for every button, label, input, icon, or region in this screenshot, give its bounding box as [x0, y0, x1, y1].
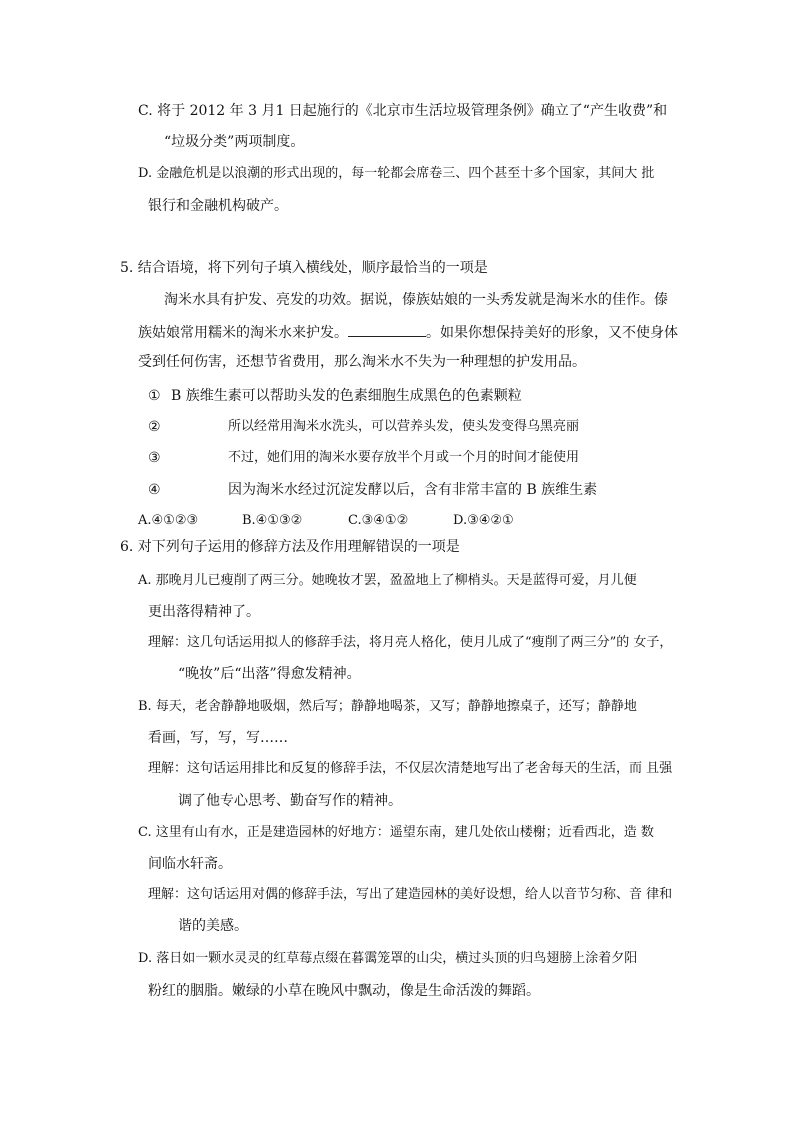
q5-item-1: [148, 387, 522, 405]
q6-option-a-line1: A. 那晚月儿已瘦削了两三分。她晚妆才罢，盈盈地上了柳梢头。天是蓝得可爱，月儿便: [138, 573, 637, 588]
q5-stem: 5. 结合语境，将下列句子填入横线处，顺序最恰当的一项是: [120, 260, 488, 276]
q5-passage-line2-start: 族姑娘常用糯米的淘米水来护发。: [138, 325, 348, 341]
q5-passage-line2: [138, 322, 678, 342]
q6-option-b-line2: 看画，写，写，写……: [148, 730, 288, 746]
q6-option-c-line2: 间临水轩斋。: [148, 856, 232, 872]
choice-b: B.④①③②: [242, 513, 303, 528]
item-text: 所以经常用淘米水洗头，可以营养头发，使头发变得乌黑亮丽: [228, 419, 580, 434]
q6-option-b-explanation-1: 理解：这句话运用排比和反复的修辞手法，不仅层次清楚地写出了老舍每天的生活，而 且强: [148, 761, 673, 776]
q6-option-d-line1: D. 落日如一颗水灵灵的红草莓点缀在暮霭笼罩的山尖，横过头顶的归鸟翅膀上涂着夕阳: [138, 951, 638, 966]
q5-item-2: [148, 418, 580, 436]
q6-stem: 6. 对下列句子运用的修辞方法及作用理解错误的一项是: [120, 539, 460, 555]
item-number: ④: [148, 482, 161, 498]
q4-option-c-line1: C. 将于 2012 年 3 月1 日起施行的《北京市生活垃圾管理条例》确立了“产生收费”和: [138, 103, 668, 119]
q6-option-c-explanation-2: 谐的美感。: [178, 918, 248, 934]
q6-option-a-explanation-1: 理解：这几句话运用拟人的修辞手法，将月亮人格化，使月儿成了“瘦削了两三分”的 女子，: [148, 635, 673, 650]
q5-passage-line1: 淘米水具有护发、亮发的功效。据说，傣族姑娘的一头秀发就是淘米水的佳作。傣: [164, 292, 668, 308]
q4-option-c-line2: “垃圾分类”两项制度。: [164, 134, 305, 150]
q6-option-d-line2: 粉红的胭脂。嫩绿的小草在晚风中飘动，像是生命活泼的舞蹈。: [148, 983, 540, 999]
q6-option-c-explanation-1: 理解：这句话运用对偶的修辞手法，写出了建造园林的美好设想，给人以音节匀称、音 律和: [148, 887, 673, 902]
q5-passage-line3: 受到任何伤害，还想节省费用，那么淘米水不失为一种理想的护发用品。: [138, 354, 586, 370]
item-text: 不过，她们用的淘米水要存放半个月或一个月的时间才能使用: [228, 450, 580, 465]
q4-option-d-line1: D. 金融危机是以浪潮的形式出现的，每一轮都会席卷三、四个甚至十多个国家，其间大 批: [138, 166, 655, 181]
item-text: B 族维生素可以帮助头发的色素细胞生成黑色的色素颗粒: [171, 388, 522, 404]
q5-item-3: [148, 449, 580, 467]
q6-option-b-line1: B. 每天，老舍静静地吸烟，然后写；静静地喝茶，又写；静静地擦桌子，还写；静静地: [138, 699, 637, 714]
item-number: ②: [148, 419, 161, 435]
q5-item-4: [148, 481, 598, 499]
q6-option-c-line1: C. 这里有山有水，正是建造园林的好地方：遥望东南，建几处依山楼榭；近看西北，造 数: [138, 825, 654, 840]
q5-passage-line2-end: 。如果你想保持美好的形象，又不使身体: [426, 325, 678, 341]
item-number: ③: [148, 450, 161, 466]
choice-a: A.④①②③: [138, 513, 199, 528]
q6-option-a-explanation-2: “晚妆”后“出落”得愈发精神。: [178, 666, 361, 682]
q6-option-a-line2: 更出落得精神了。: [148, 604, 260, 620]
answer-blank: [348, 322, 426, 337]
choice-c: C.③④①②: [348, 513, 409, 528]
item-text: 因为淘米水经过沉淀发酵以后，含有非常丰富的 B 族维生素: [228, 482, 598, 498]
item-number: ①: [148, 388, 161, 404]
q4-option-d-line2: 银行和金融机构破产。: [148, 198, 288, 214]
q6-option-b-explanation-2: 调了他专心思考、勤奋写作的精神。: [178, 793, 402, 809]
choice-d: D.③④②①: [453, 513, 514, 528]
